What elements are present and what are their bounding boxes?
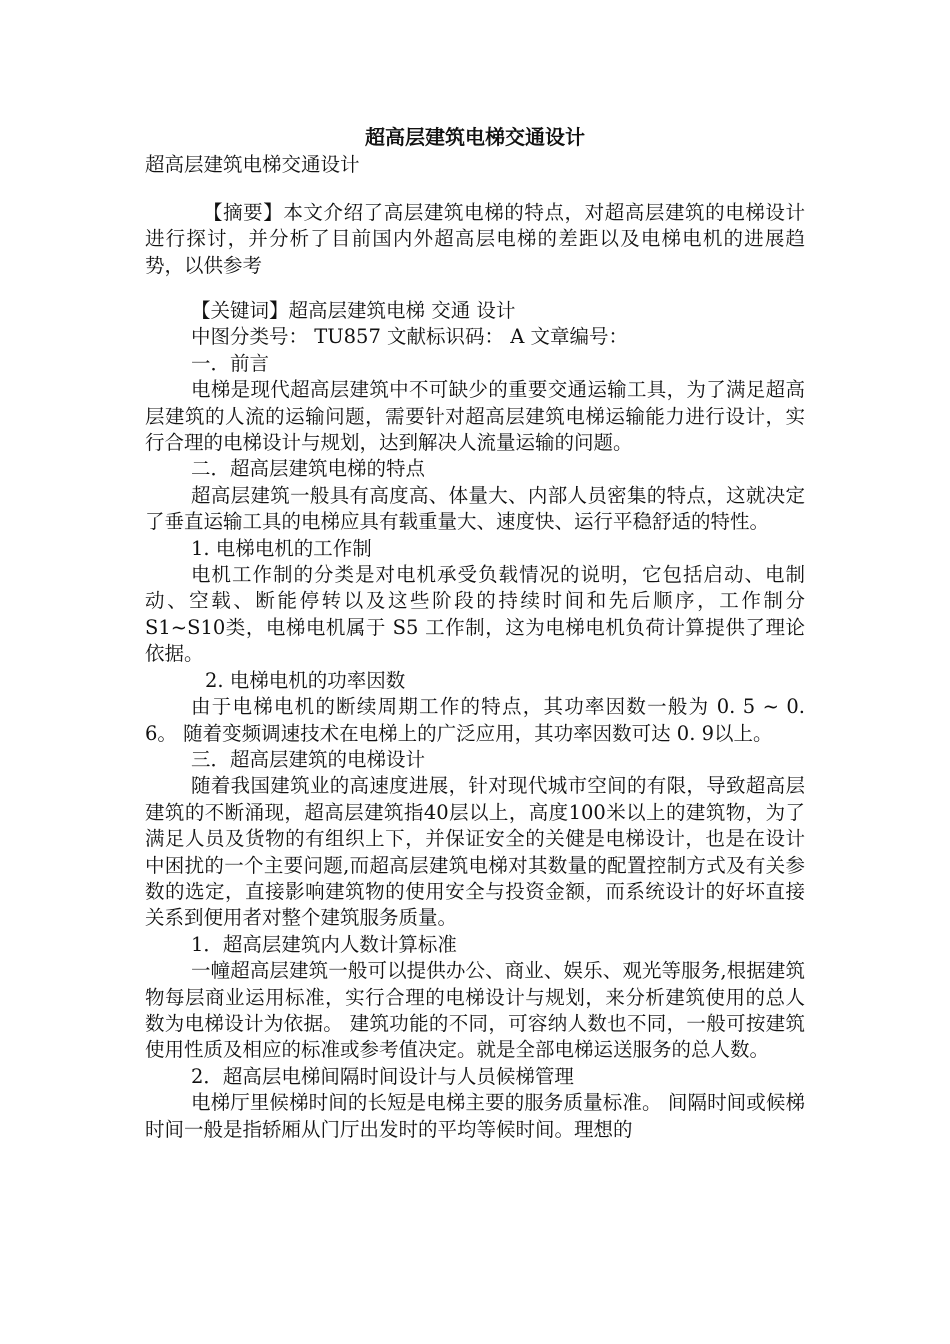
subsection-heading: 1. 电梯电机的工作制 bbox=[191, 536, 372, 560]
body-paragraph: 电梯是现代超高层建筑中不可缺少的重要交通运输工具，为了满足超高层建筑的人流的运输问题，需要针对超高层建筑电梯运输能力进行设计，实行合理的电梯设计与规划，达到解决人流量运输的问题。 bbox=[145, 378, 805, 455]
document-title: 超高层建筑电梯交通设计 bbox=[365, 125, 585, 149]
body-paragraph: 电机工作制的分类是对电机承受负载情况的说明，它包括启动、电制动、空载、断能停转以及这些阶段的持续时间和先后顺序，工作制分S1~S10类，电梯电机属于 S5 工作制，这为电梯电机负荷计算提供了理论依据。 bbox=[145, 563, 805, 666]
body-paragraph: 随着我国建筑业的高速度进展，针对现代城市空间的有限，导致超高层建筑的不断涌现，超高层建筑指40层以上，高度100米以上的建筑物，为了满足人员及货物的有组织上下，并保证安全的关健是电梯设计，也是在设计中困扰的一个主要问题,而超高层建筑电梯对其数量的配置控制方式及有关参数的选定，直接影响建筑物的使用安全与投资金额，而系统设计的好坏直接关系到便用者对整个建筑服务质量。 bbox=[145, 774, 805, 930]
subsection-heading: 2. 电梯电机的功率因数 bbox=[205, 668, 406, 692]
keywords-line: 【关键词】超高层建筑电梯 交通 设计 bbox=[191, 299, 516, 322]
classification-line: 中图分类号： TU857 文献标识码： A 文章编号： bbox=[191, 325, 629, 349]
body-paragraph: 超高层建筑一般具有高度高、体量大、内部人员密集的特点，这就决定了垂直运输工具的电梯应具有载重量大、速度快、运行平稳舒适的特性。 bbox=[145, 483, 805, 534]
subsection-heading: 1．超高层建筑内人数计算标准 bbox=[191, 932, 457, 956]
section-heading: 三．超高层建筑的电梯设计 bbox=[191, 747, 426, 771]
document-subtitle: 超高层建筑电梯交通设计 bbox=[145, 153, 360, 176]
document-body bbox=[145, 298, 805, 1143]
body-paragraph: 一幢超高层建筑一般可以提供办公、商业、娱乐、观光等服务,根据建筑物每层商业运用标准，实行合理的电梯设计与规划，来分析建筑使用的总人数为电梯设计为依据。 建筑功能的不同，可容纳人数也不同，一般可按建筑使用性质及相应的标准或参考值决定。就是全部电梯运送服务的总人数。 bbox=[145, 959, 805, 1062]
abstract-paragraph: 【摘要】本文介绍了高层建筑电梯的特点，对超高层建筑的电梯设计进行探讨，并分析了目前国内外超高层电梯的差距以及电梯电机的进展趋势，以供参考 bbox=[145, 201, 805, 277]
subsection-heading: 2．超高层电梯间隔时间设计与人员候梯管理 bbox=[191, 1064, 574, 1088]
section-heading: 二．超高层建筑电梯的特点 bbox=[191, 457, 426, 481]
section-heading: 一．前言 bbox=[191, 351, 270, 375]
body-paragraph: 由于电梯电机的断续周期工作的特点，其功率因数一般为 0. 5 ~ 0. 6。 随着变频调速技术在电梯上的广泛应用，其功率因数可达 0. 9以上。 bbox=[145, 695, 805, 745]
body-paragraph: 电梯厅里候梯时间的长短是电梯主要的服务质量标准。 间隔时间或候梯时间一般是指轿厢从门厅出发时的平均等候时间。理想的 bbox=[145, 1091, 805, 1141]
